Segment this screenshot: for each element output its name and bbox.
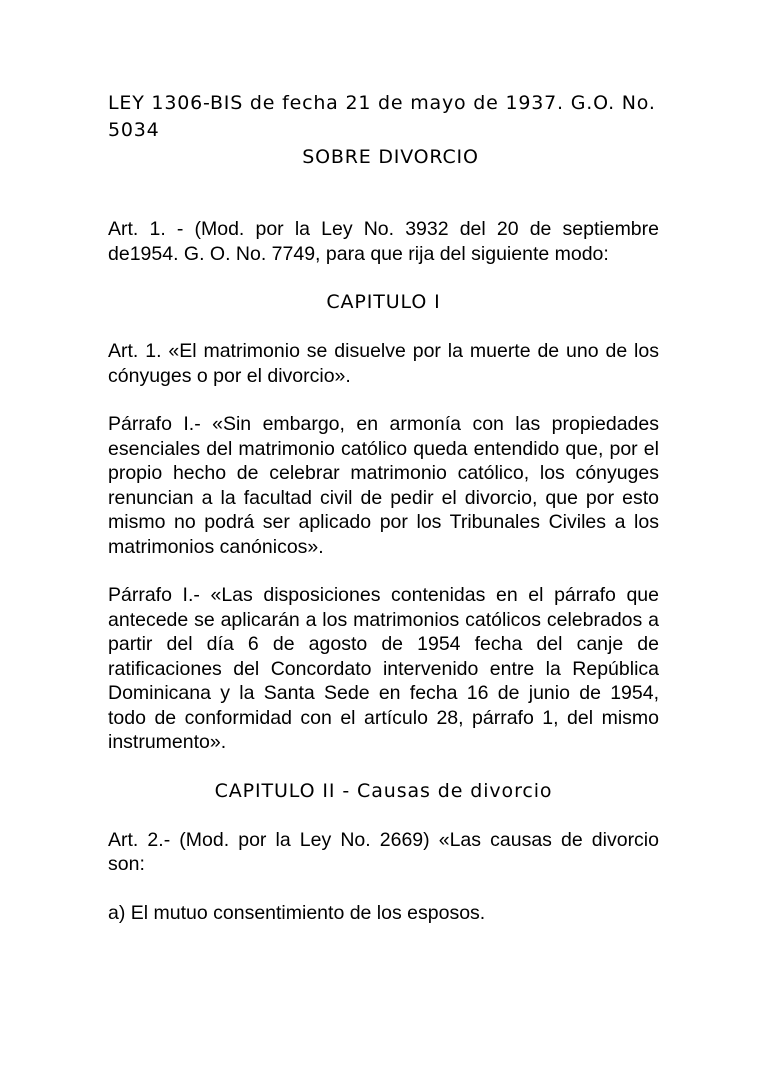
spacer [108,877,659,901]
spacer [108,316,659,339]
spacer [108,388,659,412]
law-subtitle: SOBRE DIVORCIO [302,146,479,168]
spacer [108,559,659,583]
article-2-text: Art. 2.- (Mod. por la Ley No. 2669) «Las causas de divorcio son: [108,828,659,875]
article-1-text: Art. 1. «El matrimonio se disuelve por la muerte de uno de los cónyuges o por el divorcio». [108,340,659,387]
law-title: LEY 1306-BIS de fecha 21 de mayo de 1937. G.O. No. 5034 [108,92,656,141]
spacer [108,266,659,289]
spacer [108,805,659,828]
paragraph-1-b: Párrafo I.- «Las disposiciones contenidas en el párrafo que antecede se aplicarán a los matrimonios católicos celebrados a partir del día 6 de agosto de 1954 fecha del canje de ratificaciones del Concordato intervenido entre la República Dominicana y la Santa Sede en fecha 16 de junio de 1954, todo de conformidad con el artículo 28, párrafo 1, del mismo instrumento». [108,584,659,753]
chapter-1-heading: CAPITULO I [326,291,441,313]
paragraph-1-a: Párrafo I.- «Sin embargo, en armonía con las propiedades esenciales del matrimonio católico queda entendido que, por el propio hecho de celebrar matrimonio católico, los cónyuges renuncian a la facultad civil de pedir el divorcio, que por esto mismo no podrá ser aplicado por los Tribunales Civiles a los matrimonios canónicos». [108,413,659,558]
spacer [108,755,659,778]
chapter-2-heading: CAPITULO II - Causas de divorcio [214,779,553,802]
spacer [108,171,659,217]
item-a: a) El mutuo consentimiento de los esposos. [108,901,486,924]
document-page [108,90,659,925]
article-1-intro: Art. 1. - (Mod. por la Ley No. 3932 del 20 de septiembre de1954. G. O. No. 7749, para que rija del siguiente modo: [108,218,659,265]
